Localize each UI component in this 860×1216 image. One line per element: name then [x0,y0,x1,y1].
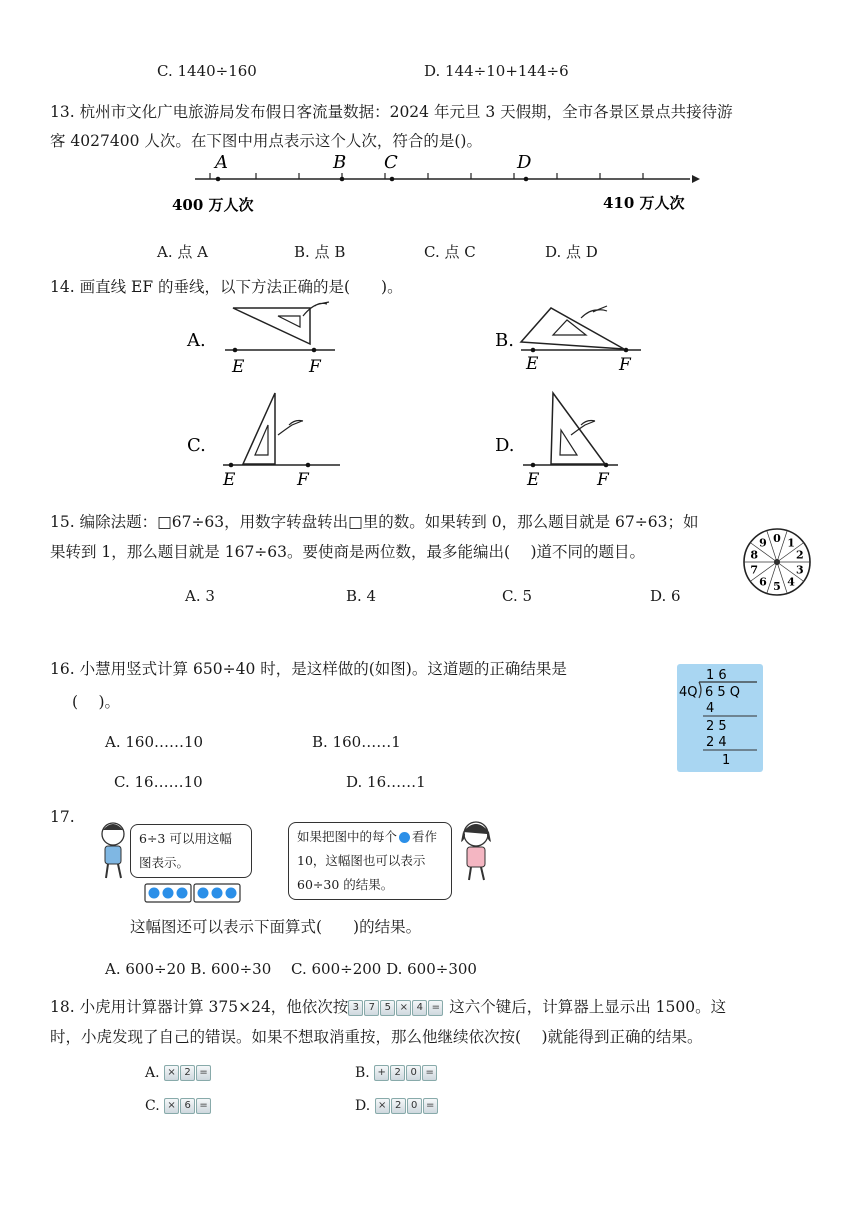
blue-dot-icon [399,832,410,843]
calculator-key: 4 [412,1000,427,1016]
point-e-label: E [527,470,540,490]
point-e-label: E [232,357,245,377]
numberline-end-label: 410 万人次 [603,194,685,212]
calculator-key: 2 [180,1065,195,1081]
wheel-digit: 3 [795,563,804,577]
figure-b-label: B. [495,330,514,351]
wheel-digit: 7 [750,563,759,577]
q15-stem-line1: 15. 编除法题：□67÷63，用数字转盘转出□里的数。如果转到 0，那么题目就是 67÷63；如 [50,513,699,531]
bubble-right-text-2: 看作 10，这幅图也可以表示 60÷30 的结果。 [297,829,438,892]
division-dividend: 6 5 Q [705,685,741,700]
point-e-label: E [526,354,539,374]
calculator-key: × [375,1098,390,1114]
q16-option-b: B. 160……1 [312,733,401,751]
q12-option-d: D. 144÷10+144÷6 [424,62,569,80]
calculator-key: 7 [364,1000,379,1016]
wheel-digit: 4 [787,575,795,589]
figure-a-label: A. [187,330,206,351]
triangle-ruler [551,393,605,464]
division-row: 2 4 [706,735,727,750]
blue-dot [226,888,237,899]
calculator-key: 0 [407,1098,422,1114]
q16-option-d: D. 16……1 [346,773,426,791]
wheel-digit: 1 [787,536,795,550]
speech-bubble-left [130,824,252,878]
point-d-dot [524,177,529,182]
blue-dot [163,888,174,899]
point-c-label: C [384,152,398,173]
point-d-label: D [517,152,532,173]
wheel-digit: 9 [759,536,767,550]
boy-illustration [97,820,131,882]
q18-stem-part1: 18. 小虎用计算器计算 375×24，他依次按 [50,998,349,1016]
bubble-left-text: 6÷3 可以用这幅图表示。 [139,831,232,870]
numberline-start-label: 400 万人次 [172,196,254,214]
blue-dot [177,888,188,899]
q13-option-a: A. 点 A [157,243,208,261]
calculator-key: 0 [406,1065,421,1081]
point-a-dot [216,177,221,182]
point-c-dot [390,177,395,182]
pressed-keys [348,998,444,1016]
long-division-card [677,664,763,772]
calculator-key: + [374,1065,389,1081]
wheel-digit: 5 [773,580,781,593]
calculator-key: 5 [380,1000,395,1016]
hand-icon [278,421,303,436]
blue-dot [149,888,160,899]
q15-option-d: D. 6 [650,587,681,605]
division-row: 4 [706,701,715,716]
division-quotient: 1 6 [706,668,727,683]
point-f-label: F [309,357,321,377]
wheel-digit: 6 [759,575,767,589]
q13-stem-line1: 13. 杭州市文化广电旅游局发布假日客流量数据：2024 年元旦 3 天假期，全市各景区景点共接待游 [50,103,733,121]
figure-c-label: C. [187,435,206,456]
q15-option-c: C. 5 [502,587,533,605]
calculator-key: × [164,1065,179,1081]
q18-stem-part2: 这六个键后，计算器上显示出 1500。这 [449,998,727,1016]
girl-illustration [454,818,498,882]
q18-stem-line1 [50,995,726,1017]
q12-option-c: C. 1440÷160 [157,62,257,80]
hand-icon [581,306,607,318]
calculator-key: = [196,1098,211,1114]
figure-d-label: D. [495,435,515,456]
hand-icon [303,302,329,316]
q18-option-c [145,1098,212,1114]
q15-stem-line2: 果转到 1，那么题目就是 167÷63。要使商是两位数，最多能编出( )道不同的题目。 [50,543,646,561]
q18-option-a [145,1065,212,1081]
division-divisor: 4Q [679,685,698,700]
point-a-label: A [215,152,228,173]
option-label: D. [355,1098,375,1114]
point-b-dot [340,177,345,182]
q16-stem-line1: 16. 小慧用竖式计算 650÷40 时，是这样做的(如图)。这道题的正确结果是 [50,660,567,678]
q14-figure-b [493,300,653,378]
calculator-key: × [396,1000,411,1016]
calculator-key: 6 [180,1098,195,1114]
calculator-key: 3 [348,1000,363,1016]
bubble-right-text: 如果把图中的每个 [297,829,398,844]
q14-stem: 14. 画直线 EF 的垂线，以下方法正确的是( )。 [50,278,403,296]
calculator-key: 2 [390,1065,405,1081]
number-wheel [740,525,814,599]
wheel-digit: 2 [795,548,804,562]
division-row: 2 5 [706,719,727,734]
calculator-key: = [196,1065,211,1081]
calculator-key: = [422,1065,437,1081]
dot-groups [144,883,242,903]
blue-dot [212,888,223,899]
calculator-key: = [423,1098,438,1114]
point-f-label: F [297,470,309,490]
calculator-key: = [428,1000,443,1016]
q18-option-d [355,1098,439,1114]
q13-option-d: D. 点 D [545,243,598,261]
wheel-digit: 8 [750,548,759,562]
option-label: A. [145,1065,165,1081]
q17-options: A. 600÷20 B. 600÷30 C. 600÷200 D. 600÷300 [105,960,477,978]
triangle-ruler [521,308,624,349]
q17-number: 17. [50,808,75,826]
q18-stem-line2: 时，小虎发现了自己的错误。如果不想取消重按，那么他继续依次按( )就能得到正确的结果。 [50,1028,703,1046]
blue-dot [198,888,209,899]
point-b-label: B [333,152,347,173]
q14-figure-d [493,385,653,490]
q14-figure-a [185,300,360,378]
q17-stem: 这幅图还可以表示下面算式( )的结果。 [130,918,422,936]
q16-option-c: C. 16……10 [114,773,203,791]
point-f-label: F [597,470,609,490]
q13-number-line [160,148,720,218]
point-e-label: E [223,470,236,490]
q13-option-c: C. 点 C [424,243,476,261]
q16-stem-line2: ( )。 [72,693,121,711]
division-remainder: 1 [722,753,731,768]
point-f-label: F [619,355,631,375]
wheel-digit: 0 [773,532,781,545]
q15-option-a: A. 3 [185,587,215,605]
speech-bubble-right [288,822,452,900]
q16-option-a: A. 160……10 [105,733,204,751]
q13-stem-line2: 客 4027400 人次。在下图中用点表示这个人次，符合的是()。 [50,132,482,150]
calculator-key: 2 [391,1098,406,1114]
q18-option-b [355,1065,438,1081]
q13-option-b: B. 点 B [294,243,346,261]
q14-figure-c [185,385,360,490]
option-label: B. [355,1065,375,1081]
calculator-key: × [164,1098,179,1114]
triangle-ruler [243,393,275,464]
option-label: C. [145,1098,165,1114]
q15-option-b: B. 4 [346,587,377,605]
